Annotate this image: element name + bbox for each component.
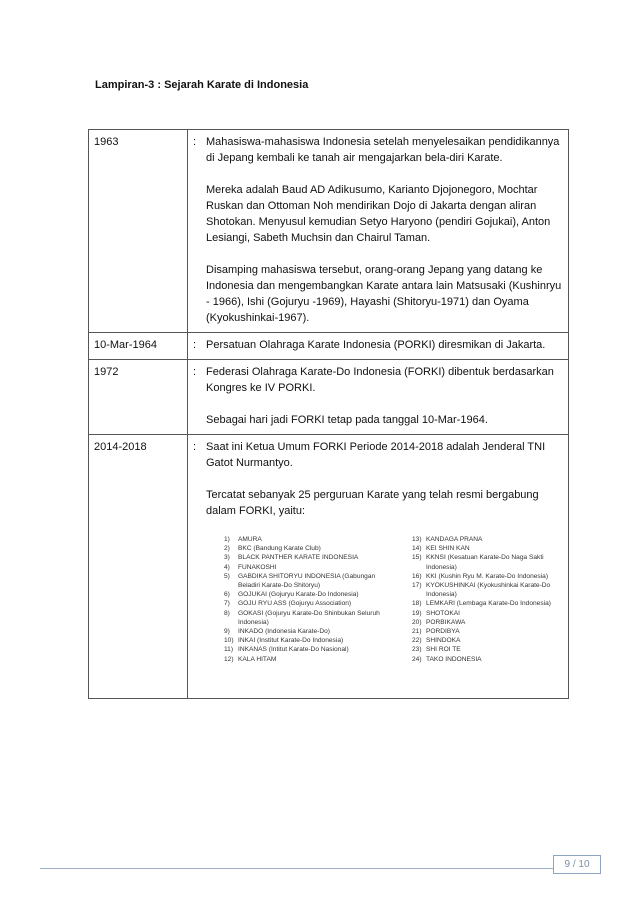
club-name: LEMKARI (Lembaga Karate-Do Indonesia)	[426, 600, 551, 608]
club-number	[224, 581, 238, 590]
page-title: Lampiran-3 : Sejarah Karate di Indonesia	[95, 79, 309, 91]
club-number: 4)	[224, 563, 230, 571]
club-list-item	[224, 544, 412, 553]
club-list-item	[412, 572, 564, 581]
club-name: PORBIKAWA	[426, 618, 466, 626]
club-list	[224, 535, 564, 664]
club-number: 2)	[224, 545, 230, 553]
club-name: BKC (Bandung Karate Club)	[238, 545, 321, 553]
club-number: 15)	[412, 554, 422, 562]
club-name: KKI (Kushin Ryu M. Karate-Do Indonesia)	[426, 572, 549, 580]
table-row	[89, 130, 569, 333]
separator: :	[188, 333, 201, 360]
club-list-right	[412, 535, 564, 664]
club-number: 7)	[224, 600, 230, 608]
club-list-item	[224, 609, 412, 618]
separator: :	[188, 435, 201, 699]
club-list-item	[224, 590, 412, 599]
paragraph: Federasi Olahraga Karate-Do Indonesia (FORKI) dibentuk berdasarkan Kongres ke IV PORKI.	[206, 366, 554, 394]
club-name: SHINDOKA	[426, 637, 461, 645]
history-table	[88, 129, 569, 699]
club-list-item	[224, 645, 412, 654]
club-name: TAKO INDONESIA	[426, 655, 482, 663]
club-number	[412, 590, 426, 599]
club-list-left	[224, 535, 412, 664]
club-number: 24)	[412, 655, 422, 663]
year-cell: 1963	[89, 130, 188, 333]
paragraph: Persatuan Olahraga Karate Indonesia (PORKI) diresmikan di Jakarta.	[206, 339, 546, 351]
club-name: KEI SHIN KAN	[426, 545, 470, 553]
club-number: 23)	[412, 646, 422, 654]
club-list-item	[412, 645, 564, 654]
paragraph: Mereka adalah Baud AD Adikusumo, Karianto Djojonegoro, Mochtar Ruskan dan Ottoman Noh mendirikan Dojo di Jakarta dengan aliran Shotokan. Menyusul kemudian Setyo Haryono (pendiri Gojukai), Anton Lesiangi, Sabeth Muchsin dan Chairul Taman.	[206, 184, 551, 244]
club-list-item	[412, 609, 564, 618]
separator: :	[188, 130, 201, 333]
club-list-item	[412, 563, 564, 572]
table-row	[89, 435, 569, 699]
club-list-item	[412, 599, 564, 608]
club-name: SHI ROI TE	[426, 646, 461, 654]
description-cell	[201, 333, 569, 360]
paragraph: Tercatat sebanyak 25 perguruan Karate yang telah resmi bergabung dalam FORKI, yaitu:	[206, 489, 539, 517]
club-list-item	[224, 553, 412, 562]
club-list-item	[224, 581, 412, 590]
club-number: 11)	[224, 646, 234, 654]
club-name: GOJU RYU ASS (Gojuryu Association)	[238, 600, 352, 608]
club-number	[224, 618, 238, 627]
club-number: 18)	[412, 600, 422, 608]
club-name: AMURA	[238, 536, 262, 543]
club-list-item	[224, 627, 412, 636]
club-name: Indonesia)	[426, 563, 457, 571]
club-number: 13)	[412, 536, 422, 543]
club-number: 12)	[224, 655, 234, 663]
club-list-item	[412, 581, 564, 590]
paragraph: Sebagai hari jadi FORKI tetap pada tanggal 10-Mar-1964.	[206, 414, 488, 426]
club-number: 10)	[224, 637, 234, 645]
description-cell	[201, 435, 569, 699]
club-list-item	[412, 590, 564, 599]
club-number: 5)	[224, 572, 230, 580]
club-list-item	[224, 563, 412, 572]
club-name: KALA HITAM	[238, 655, 277, 663]
club-list-item	[412, 618, 564, 627]
club-name: GABDIKA SHITORYU INDONESIA (Gabungan	[238, 572, 376, 580]
club-number: 21)	[412, 628, 422, 636]
club-list-item	[412, 544, 564, 553]
separator: :	[188, 360, 201, 435]
year-cell: 10-Mar-1964	[89, 333, 188, 360]
description-cell	[201, 130, 569, 333]
club-name: Indonesia)	[426, 591, 457, 599]
club-number: 22)	[412, 637, 422, 645]
club-number: 1)	[224, 536, 230, 543]
club-number: 19)	[412, 609, 422, 617]
club-name: KANDAGA PRANA	[426, 536, 483, 543]
club-name: INKANAS (Intitut Karate-Do Nasional)	[238, 646, 349, 654]
club-name: KYOKUSHINKAI (Kyokushinkai Karate-Do	[426, 582, 551, 590]
club-number: 20)	[412, 618, 422, 626]
club-list-item	[412, 535, 564, 544]
club-number: 6)	[224, 591, 230, 599]
club-number	[412, 563, 426, 572]
year-cell: 2014-2018	[89, 435, 188, 699]
club-list-item	[412, 655, 564, 664]
club-list-item	[412, 636, 564, 645]
club-name: GOJUKAI (Gojuryu Karate-Do Indonesia)	[238, 591, 359, 599]
paragraph: Saat ini Ketua Umum FORKI Periode 2014-2018 adalah Jenderal TNI Gatot Nurmantyo.	[206, 441, 546, 469]
footer-rule	[40, 868, 553, 869]
club-list-item	[224, 535, 412, 544]
page-number: 9 / 10	[553, 855, 601, 874]
club-name: Indonesia)	[238, 618, 269, 626]
paragraph: Mahasiswa-mahasiswa Indonesia setelah menyelesaikan pendidikannya di Jepang kembali ke tanah air mengajarkan bela-diri Karate.	[206, 136, 560, 164]
description-cell	[201, 360, 569, 435]
club-number: 8)	[224, 609, 230, 617]
club-list-item	[224, 636, 412, 645]
table-row	[89, 333, 569, 360]
club-list-item	[412, 553, 564, 562]
club-list-item	[224, 655, 412, 664]
club-list-item	[412, 627, 564, 636]
paragraph: Disamping mahasiswa tersebut, orang-orang Jepang yang datang ke Indonesia dan mengembangkan Karate antara lain Matsusaki (Kushinryu - 1966), Ishi (Gojuryu -1969), Hayashi (Shitoryu-1971) dan Oyama (Kyokushinkai-1967).	[206, 264, 562, 324]
club-name: SHOTOKAI	[426, 609, 460, 617]
club-name: BLACK PANTHER KARATE INDONESIA	[238, 554, 359, 562]
club-number: 14)	[412, 545, 422, 553]
year-cell: 1972	[89, 360, 188, 435]
club-number: 16)	[412, 572, 422, 580]
club-list-item	[224, 572, 412, 581]
table-row	[89, 360, 569, 435]
club-name: INKAI (Institut Karate-Do Indonesia)	[238, 637, 344, 645]
club-number: 9)	[224, 628, 230, 636]
club-name: PORDIBYA	[426, 628, 460, 636]
club-number: 3)	[224, 554, 230, 562]
club-name: GOKASI (Gojuryu Karate-Do Shinbukan Seluruh	[238, 609, 380, 617]
club-name: KKNSI (Kesatuan Karate-Do Naga Sakti	[426, 554, 544, 562]
club-name: Beladiri Karate-Do Shitoryu)	[238, 582, 321, 590]
club-list-item	[224, 599, 412, 608]
club-name: INKADO (Indonesia Karate-Do)	[238, 628, 330, 636]
club-number: 17)	[412, 582, 422, 590]
club-list-item	[224, 618, 412, 627]
club-name: FUNAKOSHI	[238, 563, 277, 571]
